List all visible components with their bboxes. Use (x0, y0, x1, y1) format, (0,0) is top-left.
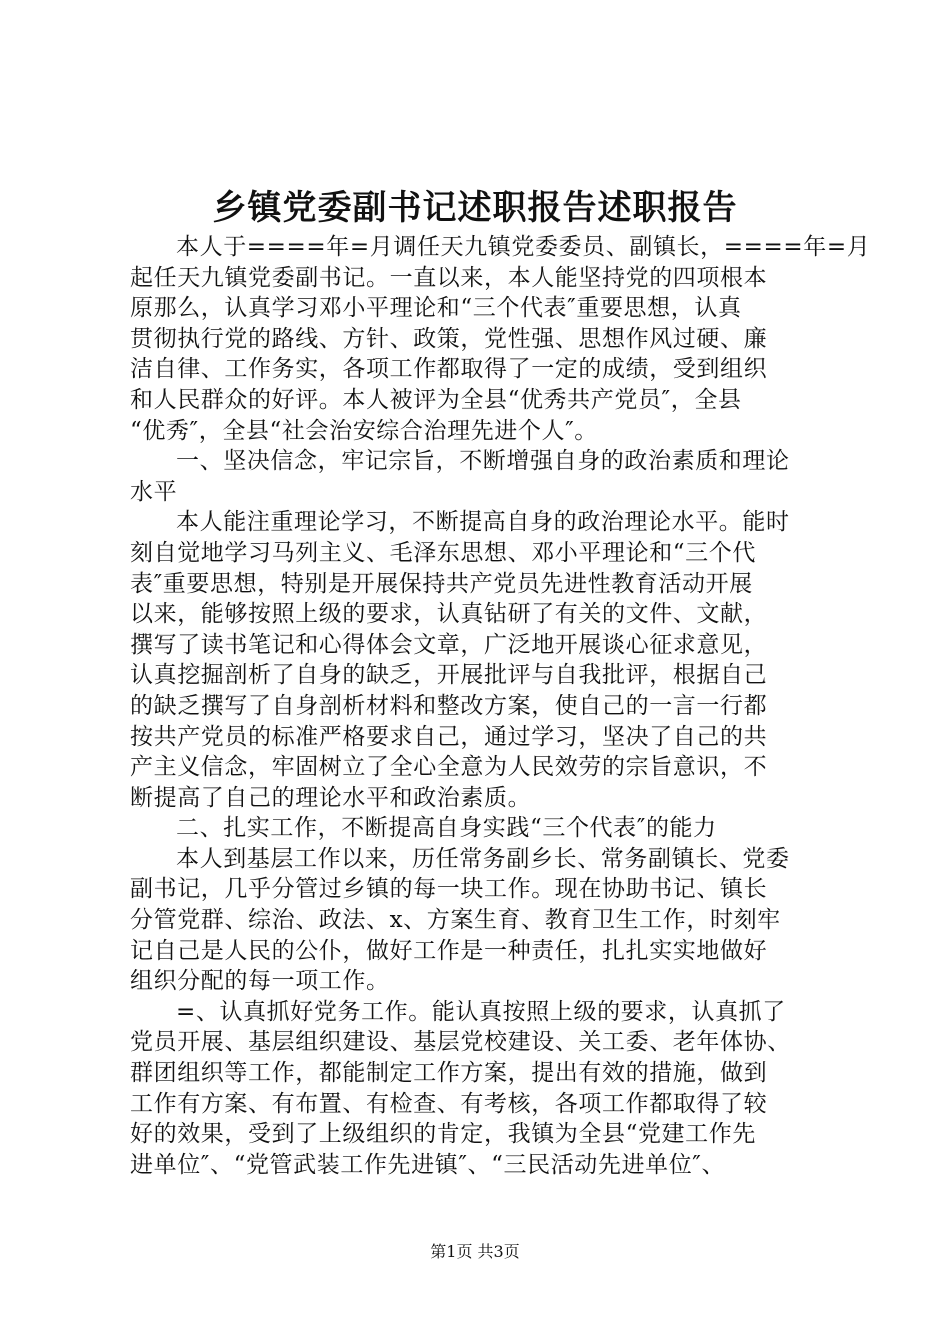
paragraph-line: 以来，能够按照上级的要求，认真钻研了有关的文件、文献， (130, 601, 768, 628)
paragraph-line: 本人到基层工作以来，历任常务副乡长、常务副镇长、党委 (176, 845, 790, 872)
paragraph-line: 贯彻执行党的路线、方针、政策，党性强、思想作风过硬、廉 (130, 325, 768, 352)
paragraph-line: 好的效果，受到了上级组织的肯定，我镇为全县“党建工作先 (130, 1121, 756, 1148)
paragraph-line: 党员开展、基层组织建设、基层党校建设、关工委、老年体协、 (130, 1029, 791, 1056)
paragraph-line: 起任天九镇党委副书记。一直以来，本人能坚持党的四项根本 (130, 264, 768, 291)
paragraph-line: =、认真抓好党务工作。能认真按照上级的要求，认真抓了 (176, 998, 786, 1025)
paragraph-line: 分管党群、综治、政法、x、方案生育、教育卫生工作，时刻牢 (130, 907, 781, 934)
paragraph-line: 和人民群众的好评。本人被评为全县“优秀共产党员″，全县 (130, 386, 742, 413)
paragraph-line: 的缺乏撰写了自身剖析材料和整改方案，使自己的一言一行都 (130, 692, 768, 719)
section-heading-line: 二、扎实工作，不断提高自身实践“三个代表″的能力 (176, 815, 717, 842)
paragraph-line: 断提高了自己的理论水平和政治素质。 (130, 784, 532, 811)
paragraph-line: 进单位″、“党管武装工作先进镇″、“三民活动先进单位″、 (130, 1151, 726, 1178)
document-body (130, 232, 871, 1180)
paragraph-line: 记自己是人民的公仆，做好工作是一种责任，扎扎实实地做好 (130, 937, 768, 964)
paragraph-line: “优秀″，全县“社会治安综合治理先进个人″。 (130, 417, 598, 444)
paragraph-line: 本人于====年=月调任天九镇党委委员、副镇长，====年=月 (176, 234, 871, 260)
paragraph-line: 原那么，认真学习邓小平理论和“三个代表″重要思想，认真 (130, 295, 742, 322)
paragraph-line: 刻自觉地学习马列主义、毛泽东思想、邓小平理论和“三个代 (130, 539, 756, 566)
paragraph-line: 组织分配的每一项工作。 (130, 968, 390, 995)
paragraph-line: 产主义信念，牢固树立了全心全意为人民效劳的宗旨意识，不 (130, 754, 768, 781)
paragraph-line: 撰写了读书笔记和心得体会文章，广泛地开展谈心征求意见， (130, 631, 768, 658)
paragraph-line: 认真挖掘剖析了自身的缺乏，开展批评与自我批评，根据自己 (130, 662, 768, 689)
paragraph-line: 群团组织等工作，都能制定工作方案，提出有效的措施，做到 (130, 1060, 768, 1087)
document-title: 乡镇党委副书记述职报告述职报告 (212, 188, 738, 228)
paragraph-line: 副书记，几乎分管过乡镇的每一块工作。现在协助书记、镇长 (130, 876, 768, 903)
paragraph-line: 本人能注重理论学习，不断提高自身的政治理论水平。能时 (176, 509, 790, 536)
page-number-footer: 第1页 共3页 (430, 1242, 520, 1261)
paragraph-line: 按共产党员的标准严格要求自己，通过学习，坚决了自己的共 (130, 723, 768, 750)
paragraph-line: 工作有方案、有布置、有检查、有考核，各项工作都取得了较 (130, 1090, 768, 1117)
paragraph-line: 洁自律、工作务实，各项工作都取得了一定的成绩，受到组织 (130, 356, 768, 383)
section-heading-line: 一、坚决信念，牢记宗旨，不断增强自身的政治素质和理论 (176, 448, 790, 475)
section-heading-line: 水平 (130, 478, 178, 505)
paragraph-line: 表″重要思想，特别是开展保持共产党员先进性教育活动开展 (130, 570, 753, 597)
